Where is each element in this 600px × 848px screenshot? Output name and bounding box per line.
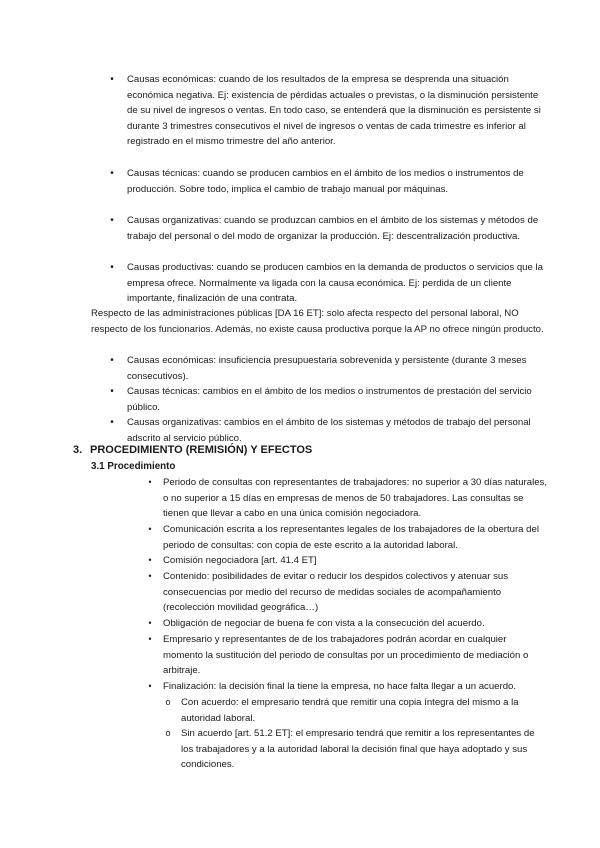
list-item-text: Periodo de consultas con representantes de trabajadores: no superior a 30 días naturales, o no superior a 15 días en empresas de menos de 50 trabajadores. Las consultas se tienen que llevar a cabo en una única comisión negociadora. <box>163 477 547 520</box>
subsection-heading: 3.1 Procedimiento <box>91 461 176 472</box>
bullet-icon: • <box>148 618 152 628</box>
list-item-text: Empresario y representantes de de los trabajadores podrán acordar en cualquier momento la sustitución del periodo de consultas por un procedimiento de mediación o arbitraje. <box>163 634 529 677</box>
list-item-text: Causas organizativas: cambios en el ámbito de los sistemas y métodos de trabajo del personal adscrito al servicio público. <box>127 417 531 444</box>
bullet-icon: • <box>148 571 152 581</box>
list-item-text: Comisión negociadora [art. 41.4 ET] <box>163 555 317 566</box>
sub-list-item-text: Sin acuerdo [art. 51.2 ET]: el empresario tendrá que remitir a los representantes de los trabajadores y a la autoridad laboral la decisión final que haya adoptado y sus condiciones. <box>181 728 535 771</box>
list-item-text: Obligación de negociar de buena fe con vista a la consecución del acuerdo. <box>163 618 485 629</box>
list-item-text: Causas económicas: cuando de los resultados de la empresa se desprenda una situación económica negativa. Ej: existencia de pérdidas actuales o previstas, o la disminución persistente de su nivel de ingresos o ventas. En todo caso, se entenderá que la disminución es persistente si durante 3 trimestres consecutivos el nivel de ingresos o ventas de cada trimestre es inferior al registrado en el mismo trimestre del año anterior. <box>127 74 541 148</box>
list-item-text: Comunicación escrita a los representantes legales de los trabajadores de la obertura del periodo de consultas: con copia de este escrito a la autoridad laboral. <box>163 524 539 551</box>
list-item-text: Causas organizativas: cuando se produzcan cambios en el ámbito de los sistemas y métodos de trabajo del personal o del modo de organizar la producción. Ej: descentralización productiva. <box>127 215 539 242</box>
section-heading <box>73 442 312 458</box>
bullet-icon: • <box>110 262 114 273</box>
list-item-text: Causas económicas: insuficiencia presupuestaria sobrevenida y persistente (durante 3 meses consecutivos). <box>127 355 527 382</box>
bullet-icon: • <box>110 355 114 366</box>
sub-bullet-icon: o <box>165 697 171 707</box>
bullet-icon: • <box>148 634 152 644</box>
bullet-icon: • <box>110 386 114 397</box>
bullet-icon: • <box>148 524 152 534</box>
bullet-icon: • <box>148 555 152 565</box>
bullet-icon: • <box>148 681 152 691</box>
bullet-icon: • <box>110 215 114 226</box>
bullet-icon: • <box>110 417 114 428</box>
sub-bullet-icon: o <box>165 728 171 738</box>
section-title: PROCEDIMIENTO (REMISIÓN) Y EFECTOS <box>90 444 313 456</box>
public-admin-paragraph: Respecto de las administraciones públicas [DA 16 ET]: solo afecta respecto del personal laboral, NO respecto de los funcionarios. Además, no existe causa productiva porque la AP no ofrece ningún producto. <box>91 308 544 335</box>
bullet-icon: • <box>110 168 114 179</box>
list-item-text: Contenido: posibilidades de evitar o reducir los despidos colectivos y atenuar sus consecuencias por medio del recurso de medidas sociales de acompañamiento (recolección movilidad geográfica…) <box>163 571 509 614</box>
sub-list-item-text: Con acuerdo: el empresario tendrá que remitir una copia íntegra del mismo a la autoridad laboral. <box>181 697 519 724</box>
list-item-text: Causas técnicas: cambios en el ámbito de los medios o instrumentos de prestación del servicio público. <box>127 386 532 413</box>
list-item-text: Causas productivas: cuando se producen cambios en la demanda de productos o servicios que la empresa ofrece. Normalmente va ligada con la causa económica. Ej: perdida de un cliente importante, finalización de una contrata. <box>127 262 543 305</box>
list-item-text: Causas técnicas: cuando se producen cambios en el ámbito de los medios o instrumentos de producción. Sobre todo, implica el cambio de trabajo manual por máquinas. <box>127 168 524 195</box>
list-item-text: Finalización: la decisión final la tiene la empresa, no hace falta llegar a un acuerdo. <box>163 681 517 692</box>
bullet-icon: • <box>110 74 114 85</box>
section-number: 3. <box>73 444 83 456</box>
bullet-icon: • <box>148 477 152 487</box>
